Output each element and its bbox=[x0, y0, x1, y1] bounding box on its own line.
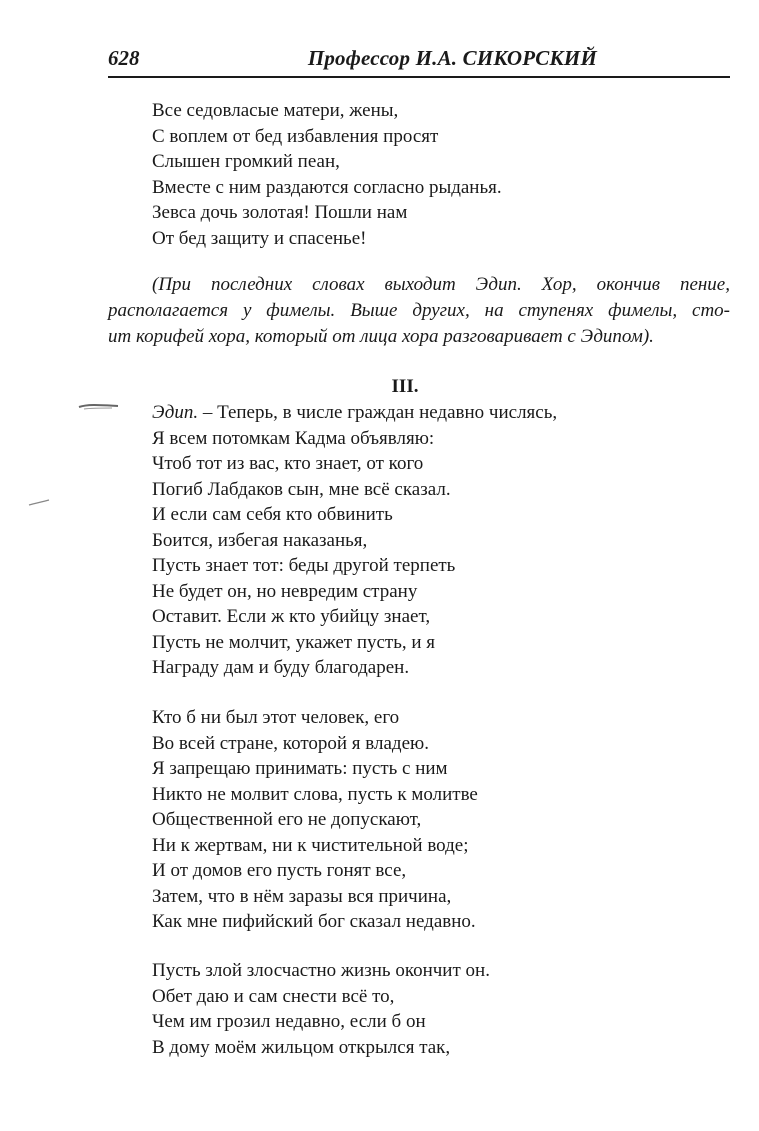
stage-direction bbox=[108, 272, 730, 350]
stage-direction-line: (При последних словах выходит Эдип. Хор, окончив пение, bbox=[152, 274, 730, 295]
stage-direction-line: располагается у фимелы. Выше других, на ступенях фимелы, сто- bbox=[108, 300, 730, 321]
stage-direction-line: ит корифей хора, который от лица хора разговаривает с Эдипом). bbox=[108, 326, 654, 347]
verse-line: Обет даю и сам снести всё то, bbox=[152, 985, 395, 1007]
scan-smudge bbox=[78, 400, 120, 414]
verse-line: Никто не молвит слова, пусть к молитве bbox=[152, 783, 478, 805]
page-header bbox=[108, 44, 730, 78]
verse-line: Чтоб тот из вас, кто знает, от кого bbox=[152, 453, 424, 474]
verse-line: Ни к жертвам, ни к чистительной воде; bbox=[152, 834, 469, 856]
page-number: 628 bbox=[108, 46, 140, 70]
verse-line: Я всем потомкам Кадма объявляю: bbox=[152, 427, 435, 449]
verse-line: Пусть злой злосчастно жизнь окончит он. bbox=[152, 960, 490, 981]
verse-line: Зевса дочь золотая! Пошли нам bbox=[152, 202, 408, 223]
verse-line: Кто б ни был этот человек, его bbox=[152, 707, 400, 728]
verse-line-first bbox=[152, 400, 557, 426]
verse-line: Затем, что в нём заразы вся причина, bbox=[152, 885, 452, 907]
verse-line: Награду дам и буду благодарен. bbox=[152, 657, 410, 678]
verse-line: Как мне пифийский бог сказал недавно. bbox=[152, 911, 476, 932]
scan-smudge bbox=[28, 498, 50, 508]
stanza-4 bbox=[152, 958, 490, 1060]
verse-line: Погиб Лабдаков сын, мне всё сказал. bbox=[152, 478, 451, 500]
verse-line: Боится, избегая наказанья, bbox=[152, 529, 368, 551]
verse-line: В дому моём жильцом открылся так, bbox=[152, 1036, 451, 1058]
verse-line: Пусть не молчит, укажет пусть, и я bbox=[152, 631, 436, 653]
stanza-1 bbox=[152, 98, 502, 251]
section-heading: III. bbox=[391, 376, 419, 397]
verse-line: Общественной его не допускают, bbox=[152, 809, 422, 830]
verse-line-text: – Теперь, в числе граждан недавно числясь, bbox=[198, 402, 558, 423]
verse-line: Оставит. Если ж кто убийцу знает, bbox=[152, 606, 431, 627]
verse-line: Не будет он, но невредим страну bbox=[152, 580, 418, 602]
verse-line: Вместе с ним раздаются согласно рыданья. bbox=[152, 176, 502, 198]
speaker-name: Эдип. bbox=[152, 402, 199, 423]
verse-line: Все седовласые матери, жены, bbox=[152, 100, 399, 121]
verse-line: Во всей стране, которой я владею. bbox=[152, 732, 429, 754]
stanza-3 bbox=[152, 705, 478, 935]
verse-line: Слышен громкий пеан, bbox=[152, 151, 340, 172]
verse-line: С воплем от бед избавления просят bbox=[152, 125, 439, 147]
verse-line: От бед защиту и спасенье! bbox=[152, 227, 367, 249]
running-title: Профессор И.А. СИКОРСКИЙ bbox=[307, 46, 597, 70]
verse-line: И если сам себя кто обвинить bbox=[152, 504, 393, 525]
stanza-2 bbox=[152, 400, 557, 681]
verse-line: Я запрещаю принимать: пусть с ним bbox=[152, 758, 448, 779]
verse-line: Пусть знает тот: беды другой терпеть bbox=[152, 555, 456, 576]
verse-line: Чем им грозил недавно, если б он bbox=[152, 1011, 426, 1032]
verse-line: И от домов его пусть гонят все, bbox=[152, 860, 407, 881]
